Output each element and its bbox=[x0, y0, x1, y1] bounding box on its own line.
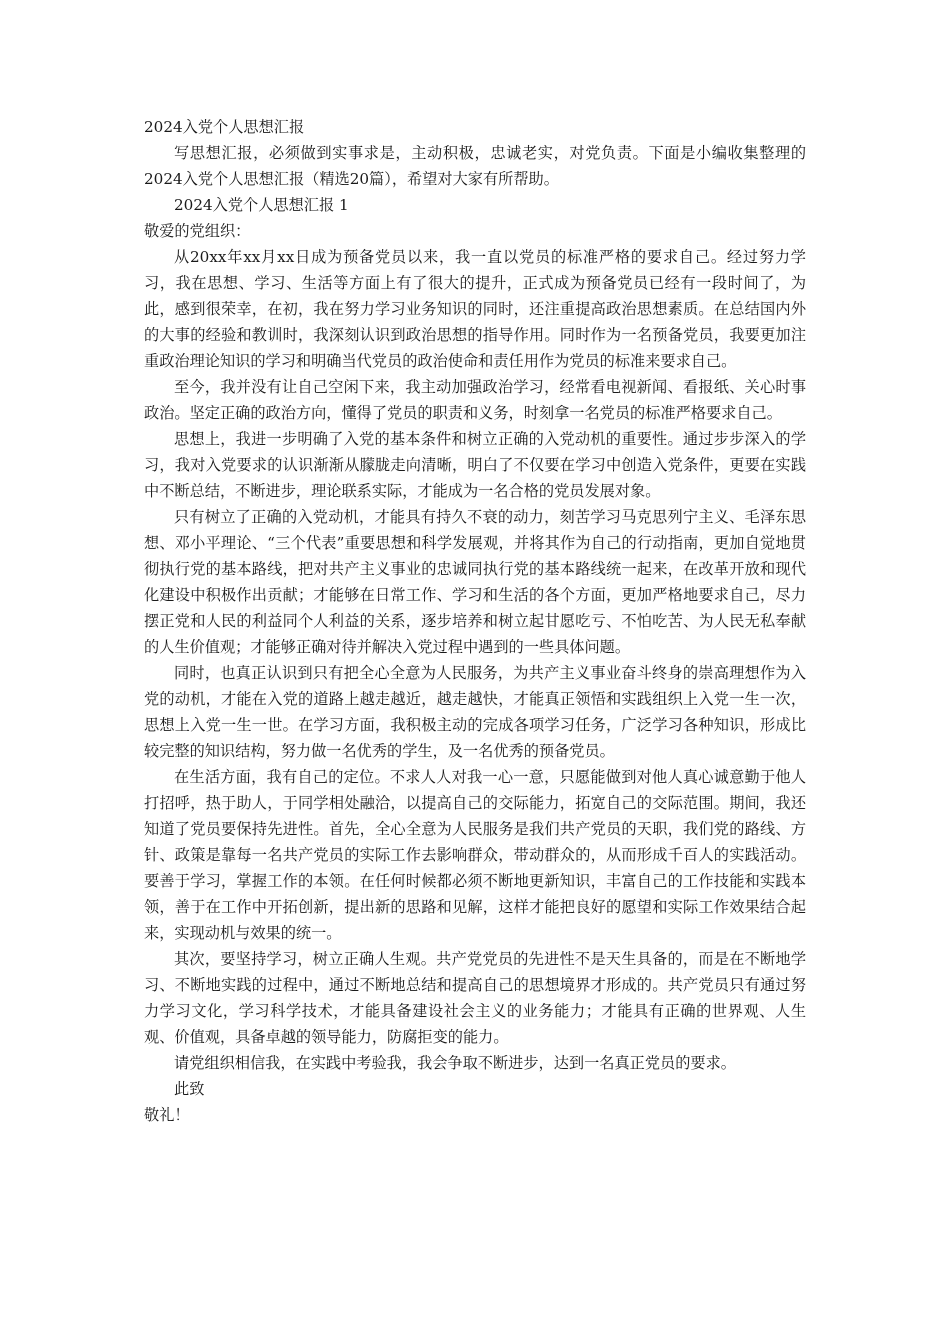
body-paragraph: 同时，也真正认识到只有把全心全意为人民服务，为共产主义事业奋斗终身的崇高理想作为入党的动机，才能在入党的道路上越走越近，越走越快，才能真正领悟和实践组织上入党一生一次，思想上入党一生一世。在学习方面，我积极主动的完成各项学习任务，广泛学习各种知识，形成比较完整的知识结构，努力做一名优秀的学生，及一名优秀的预备党员。 bbox=[144, 664, 806, 760]
body-paragraph: 至今，我并没有让自己空闲下来，我主动加强政治学习，经常看电视新闻、看报纸、关心时事政治。坚定正确的政治方向，懂得了党员的职责和义务，时刻拿一名党员的标准严格要求自己。 bbox=[144, 378, 806, 422]
body-paragraph: 从20xx年xx月xx日成为预备党员以来，我一直以党员的标准严格的要求自己。经过努力学习，我在思想、学习、生活等方面上有了很大的提升，正式成为预备党员已经有一段时间了，为此，感到很荣幸，在初，我在努力学习业务知识的同时，还注重提高政治思想素质。在总结国内外的大事的经验和教训时，我深刻认识到政治思想的指导作用。同时作为一名预备党员，我要更加注重政治理论知识的学习和明确当代党员的政治使命和责任用作为党员的标准来要求自己。 bbox=[144, 248, 806, 370]
document-page bbox=[144, 114, 806, 1128]
closing-line: 此致 bbox=[174, 1080, 205, 1098]
document-title: 2024入党个人思想汇报 bbox=[144, 118, 305, 136]
section-subtitle: 2024入党个人思想汇报 1 bbox=[174, 196, 349, 214]
intro-paragraph: 写思想汇报，必须做到实事求是，主动积极，忠诚老实，对党负责。下面是小编收集整理的2024入党个人思想汇报（精选20篇），希望对大家有所帮助。 bbox=[144, 144, 806, 188]
body-paragraph: 在生活方面，我有自己的定位。不求人人对我一心一意，只愿能做到对他人真心诚意勤于他人打招呼，热于助人，于同学相处融洽，以提高自己的交际能力，拓宽自己的交际范围。期间，我还知道了党员要保持先进性。首先，全心全意为人民服务是我们共产党员的天职，我们党的路线、方针、政策是靠每一名共产党员的实际工作去影响群众，带动群众的，从而形成千百人的实践活动。要善于学习，掌握工作的本领。在任何时候都必须不断地更新知识，丰富自己的工作技能和实践本领，善于在工作中开拓创新，提出新的思路和见解，这样才能把良好的愿望和实际工作效果结合起来，实现动机与效果的统一。 bbox=[144, 768, 806, 942]
salutation: 敬爱的党组织： bbox=[144, 222, 251, 240]
body-paragraph: 只有树立了正确的入党动机，才能具有持久不衰的动力，刻苦学习马克思列宁主义、毛泽东思想、邓小平理论、“三个代表”重要思想和科学发展观，并将其作为自己的行动指南，更加自觉地贯彻执行党的基本路线，把对共产主义事业的忠诚同执行党的基本路线统一起来，在改革开放和现代化建设中积极作出贡献；才能够在日常工作、学习和生活的各个方面，更加严格地要求自己，尽力摆正党和人民的利益同个人利益的关系，逐步培养和树立起甘愿吃亏、不怕吃苦、为人民无私奉献的人生价值观；才能够正确对待并解决入党过程中遇到的一些具体问题。 bbox=[144, 508, 806, 656]
body-paragraph: 请党组织相信我，在实践中考验我，我会争取不断进步，达到一名真正党员的要求。 bbox=[174, 1054, 736, 1072]
regards-line: 敬礼！ bbox=[144, 1106, 190, 1124]
body-paragraph: 思想上，我进一步明确了入党的基本条件和树立正确的入党动机的重要性。通过步步深入的学习，我对入党要求的认识渐渐从朦胧走向清晰，明白了不仅要在学习中创造入党条件，更要在实践中不断总结，不断进步，理论联系实际，才能成为一名合格的党员发展对象。 bbox=[144, 430, 806, 500]
body-paragraph: 其次，要坚持学习，树立正确人生观。共产党党员的先进性不是天生具备的，而是在不断地学习、不断地实践的过程中，通过不断地总结和提高自己的思想境界才形成的。共产党员只有通过努力学习文化，学习科学技术，才能具备建设社会主义的业务能力；才能具有正确的世界观、人生观、价值观，具备卓越的领导能力，防腐拒变的能力。 bbox=[144, 950, 806, 1046]
